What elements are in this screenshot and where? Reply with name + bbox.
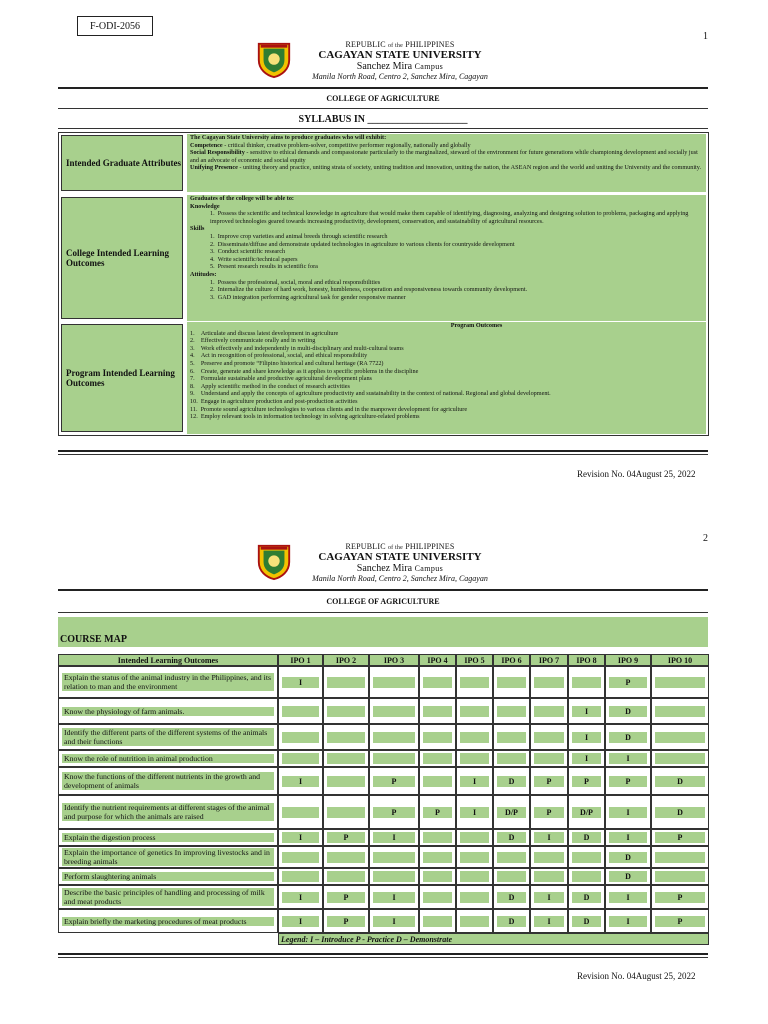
mapping-value xyxy=(460,677,489,688)
mapping-cell xyxy=(456,829,493,846)
mapping-cell xyxy=(456,885,493,909)
mapping-cell xyxy=(530,724,568,750)
mapping-cell xyxy=(493,909,530,933)
mapping-cell xyxy=(419,846,456,868)
mapping-cell xyxy=(369,846,419,868)
mapping-cell xyxy=(369,767,419,795)
outcome-cell xyxy=(58,829,278,846)
mapping-value: D xyxy=(497,916,526,927)
outcome-text: Perform slaughtering animals xyxy=(62,872,274,881)
university-name: CAGAYAN STATE UNIVERSITY xyxy=(318,49,482,61)
mapping-value xyxy=(655,677,705,688)
mapping-value: I xyxy=(282,677,319,688)
mapping-cell xyxy=(369,666,419,698)
mapping-cell xyxy=(456,750,493,767)
mapping-cell xyxy=(456,846,493,868)
pilo-content: Program Outcomes 1. Articulate and discuss latest development in agriculture 2. Effectively communicate orally and in writing 3. Work effectively and independently in multi-disciplinary and multi-cultural teams 4. Act in recognition of professional, social, and ethical responsibility 5. Preserve and promote “Filipino historical and cultural heritage (RA 7722) 6. Create, generate and share knowledge as it applies to specific problems in the discipline 7. Formulate sustainable and productive agricultural development plans 8. Apply scientific method in the conduct of research activities 9. Understand and apply the concepts of agriculture productivity and sustainability in the context of national. Regional and global development. 10. Engage in agriculture production and post-production activities 11. Promote sound agriculture technologies to various clients and in the manpower development for agriculture 12. Employ relevant tools in information technology in solving agriculture-related problems xyxy=(187,322,706,434)
revision-number: Revision No. 04August 25, 2022 xyxy=(577,971,696,981)
table-row xyxy=(58,909,709,933)
mapping-value xyxy=(460,916,489,927)
mapping-value xyxy=(497,871,526,882)
mapping-value: D xyxy=(609,852,647,863)
mapping-value: D xyxy=(497,776,526,787)
outcome-cell xyxy=(58,750,278,767)
mapping-value xyxy=(327,871,365,882)
mapping-cell xyxy=(651,767,709,795)
outcome-cell xyxy=(58,846,278,868)
divider xyxy=(58,454,708,455)
table-row xyxy=(58,698,709,724)
course-map-header-row xyxy=(58,654,709,666)
mapping-value: D xyxy=(572,832,601,843)
mapping-cell xyxy=(530,767,568,795)
mapping-cell xyxy=(530,868,568,885)
mapping-cell xyxy=(278,698,323,724)
mapping-value xyxy=(327,732,365,743)
mapping-cell xyxy=(278,829,323,846)
table-row xyxy=(58,724,709,750)
divider xyxy=(58,589,708,591)
mapping-value xyxy=(282,852,319,863)
mapping-cell xyxy=(419,868,456,885)
mapping-value xyxy=(497,732,526,743)
outcome-cell xyxy=(58,909,278,933)
mapping-cell xyxy=(493,698,530,724)
mapping-value xyxy=(282,871,319,882)
mapping-value: I xyxy=(373,892,415,903)
table-row xyxy=(58,829,709,846)
mapping-value xyxy=(373,706,415,717)
university-header: REPUBLIC of the PHILIPPINES CAGAYAN STATE UNIVERSITY Sanchez Mira Campus Manila North Road, Centro 2, Sanchez Mira, Cagayan xyxy=(250,40,550,81)
mapping-cell xyxy=(369,885,419,909)
mapping-value xyxy=(460,871,489,882)
mapping-cell xyxy=(605,750,651,767)
course-map-title: COURSE MAP xyxy=(58,617,708,647)
mapping-value: P xyxy=(327,892,365,903)
mapping-value: I xyxy=(534,832,564,843)
mapping-cell xyxy=(605,829,651,846)
mapping-cell xyxy=(651,698,709,724)
divider xyxy=(58,87,708,89)
mapping-value xyxy=(373,732,415,743)
table-row xyxy=(58,868,709,885)
mapping-value: I xyxy=(534,916,564,927)
mapping-cell xyxy=(456,724,493,750)
mapping-cell xyxy=(493,724,530,750)
mapping-value: I xyxy=(609,916,647,927)
mapping-cell xyxy=(651,829,709,846)
mapping-cell xyxy=(530,885,568,909)
mapping-cell xyxy=(323,909,369,933)
mapping-cell xyxy=(278,767,323,795)
mapping-value: P xyxy=(423,807,452,818)
mapping-cell xyxy=(605,698,651,724)
mapping-value: P xyxy=(373,776,415,787)
divider xyxy=(58,108,708,109)
mapping-value xyxy=(282,753,319,764)
mapping-value xyxy=(373,677,415,688)
divider xyxy=(58,953,708,955)
mapping-cell xyxy=(651,750,709,767)
mapping-cell xyxy=(278,846,323,868)
mapping-cell xyxy=(419,750,456,767)
mapping-cell xyxy=(278,795,323,829)
mapping-cell xyxy=(530,666,568,698)
mapping-value: D xyxy=(572,892,601,903)
mapping-cell xyxy=(605,767,651,795)
mapping-cell xyxy=(456,909,493,933)
mapping-value xyxy=(460,732,489,743)
mapping-cell xyxy=(568,750,605,767)
mapping-value: I xyxy=(572,732,601,743)
outcome-text: Explain the status of the animal industry in the Philippines, and its relation to man and the environment xyxy=(62,673,274,691)
column-header: IPO 5 xyxy=(456,654,493,666)
mapping-cell xyxy=(568,829,605,846)
outcome-text: Explain the importance of genetics In improving livestocks and in breeding animals xyxy=(62,848,274,866)
mapping-value xyxy=(460,892,489,903)
mapping-cell xyxy=(369,909,419,933)
outcome-cell xyxy=(58,767,278,795)
mapping-value xyxy=(655,732,705,743)
column-header: IPO 10 xyxy=(651,654,709,666)
mapping-cell xyxy=(568,909,605,933)
iga-content: The Cagayan State University aims to produce graduates who will exhibit: Competence - critical thinker, creative problem-solver, competitive performer regionally, nationally and globally Social Responsibility - sensitive to ethical demands and compassionate particularly to the marginalized, steward of the environment for future generations while championing development and socially just and an advocate of economic and social equity Unifying Presence - uniting theory and practice, uniting strata of society, uniting tradition and innovation, uniting the nation, the ASEAN region and the world and uniting the University and the community. xyxy=(187,134,706,192)
mapping-value: I xyxy=(282,916,319,927)
table-row xyxy=(58,666,709,698)
mapping-value xyxy=(282,706,319,717)
revision-number: Revision No. 04August 25, 2022 xyxy=(577,469,696,479)
mapping-cell xyxy=(651,846,709,868)
outcome-cell xyxy=(58,885,278,909)
mapping-cell xyxy=(369,698,419,724)
mapping-cell xyxy=(651,885,709,909)
mapping-value xyxy=(423,677,452,688)
mapping-value: P xyxy=(534,776,564,787)
outcome-text: Describe the basic principles of handling and processing of milk and meat products xyxy=(62,888,274,906)
mapping-cell xyxy=(369,724,419,750)
mapping-cell xyxy=(530,698,568,724)
campus-address: Manila North Road, Centro 2, Sanchez Mira, Cagayan xyxy=(312,574,488,583)
mapping-value xyxy=(460,706,489,717)
mapping-cell xyxy=(369,795,419,829)
mapping-value xyxy=(373,753,415,764)
mapping-cell xyxy=(456,767,493,795)
outcome-text: Explain the digestion process xyxy=(62,833,274,842)
mapping-cell xyxy=(493,750,530,767)
mapping-value xyxy=(423,706,452,717)
course-map-table xyxy=(58,654,709,945)
outcome-text: Identify the different parts of the different systems of the animals and their functions xyxy=(62,728,274,746)
mapping-cell xyxy=(323,750,369,767)
mapping-cell xyxy=(651,795,709,829)
mapping-value xyxy=(423,892,452,903)
mapping-value xyxy=(655,706,705,717)
mapping-value: D xyxy=(609,706,647,717)
mapping-value: D/P xyxy=(572,807,601,818)
outcome-text: Know the functions of the different nutrients in the growth and development of animals xyxy=(62,772,274,790)
syllabus-title: SYLLABUS IN ____________________ xyxy=(298,114,468,125)
mapping-cell xyxy=(605,795,651,829)
mapping-cell xyxy=(323,885,369,909)
mapping-cell xyxy=(568,846,605,868)
table-row xyxy=(58,846,709,868)
mapping-value: P xyxy=(655,892,705,903)
university-name: CAGAYAN STATE UNIVERSITY xyxy=(318,551,482,563)
mapping-cell xyxy=(530,846,568,868)
mapping-cell xyxy=(323,724,369,750)
mapping-value: I xyxy=(609,892,647,903)
mapping-cell xyxy=(419,795,456,829)
mapping-value xyxy=(655,753,705,764)
page-number: 2 xyxy=(703,533,708,544)
mapping-cell xyxy=(419,698,456,724)
mapping-value: P xyxy=(655,832,705,843)
mapping-value: I xyxy=(609,832,647,843)
mapping-value: I xyxy=(373,916,415,927)
outcome-cell xyxy=(58,795,278,829)
mapping-value: P xyxy=(373,807,415,818)
mapping-value xyxy=(534,732,564,743)
mapping-cell xyxy=(278,909,323,933)
mapping-value: P xyxy=(327,916,365,927)
mapping-cell xyxy=(493,666,530,698)
mapping-value: I xyxy=(282,892,319,903)
mapping-cell xyxy=(568,868,605,885)
mapping-value xyxy=(327,706,365,717)
mapping-cell xyxy=(493,868,530,885)
mapping-value: D xyxy=(655,807,705,818)
mapping-value xyxy=(327,807,365,818)
mapping-cell xyxy=(493,885,530,909)
mapping-cell xyxy=(419,829,456,846)
mapping-cell xyxy=(530,829,568,846)
pilo-label: Program Intended Learning Outcomes xyxy=(61,324,183,432)
mapping-value xyxy=(534,753,564,764)
mapping-cell xyxy=(323,666,369,698)
column-header: IPO 8 xyxy=(568,654,605,666)
mapping-cell xyxy=(456,698,493,724)
mapping-value: P xyxy=(609,677,647,688)
mapping-value: D xyxy=(609,871,647,882)
form-code: F-ODI-2056 xyxy=(77,16,153,36)
mapping-cell xyxy=(651,868,709,885)
mapping-value xyxy=(460,852,489,863)
column-header: IPO 7 xyxy=(530,654,568,666)
table-row xyxy=(58,767,709,795)
mapping-value xyxy=(655,871,705,882)
mapping-cell xyxy=(568,795,605,829)
outcome-cell xyxy=(58,666,278,698)
mapping-cell xyxy=(605,885,651,909)
mapping-value: I xyxy=(534,892,564,903)
mapping-cell xyxy=(605,724,651,750)
mapping-cell xyxy=(493,795,530,829)
mapping-cell xyxy=(323,846,369,868)
column-header: IPO 1 xyxy=(278,654,323,666)
column-header: Intended Learning Outcomes xyxy=(58,654,278,666)
divider xyxy=(58,612,708,613)
mapping-cell xyxy=(651,909,709,933)
mapping-cell xyxy=(568,698,605,724)
mapping-value xyxy=(327,753,365,764)
mapping-value: D xyxy=(497,892,526,903)
divider xyxy=(58,128,708,129)
mapping-cell xyxy=(493,846,530,868)
outcome-cell xyxy=(58,868,278,885)
mapping-value: I xyxy=(460,776,489,787)
mapping-cell xyxy=(493,829,530,846)
mapping-value xyxy=(534,871,564,882)
mapping-value xyxy=(497,753,526,764)
mapping-value: I xyxy=(373,832,415,843)
outcome-text: Explain briefly the marketing procedures of meat products xyxy=(62,917,274,926)
mapping-value xyxy=(534,706,564,717)
mapping-value: P xyxy=(609,776,647,787)
mapping-value: D xyxy=(572,916,601,927)
divider xyxy=(58,450,708,452)
mapping-value xyxy=(282,732,319,743)
mapping-value: P xyxy=(327,832,365,843)
mapping-value: D xyxy=(609,732,647,743)
cilo-content: Graduates of the college will be able to: Knowledge 1. Possess the scientific and technical knowledge in agriculture that would make them capable of identifying, diagnosing, analyzing and designing solution to problems, packaging and applying improved technologies geared towards increasing productivity, development, conservation, and sustainability of agricultural resources. Skills 1. Improve crop varieties and animal breeds through scientific research 2. Disseminate/diffuse and demonstrate updated technologies in agriculture to various clients for countryside development 3. Conduct scientific research 4. Write scientific/technical papers 5. Present research results in scientific fora Attitudes: 1. Possess the professional, social, moral and ethical responsibilities 2. Internalize the culture of hard work, honesty, humbleness, cooperation and responsiveness towards community development. 3. GAD integration performing agricultural task for gender responsive manner xyxy=(187,195,706,321)
mapping-value: I xyxy=(460,807,489,818)
mapping-cell xyxy=(456,868,493,885)
mapping-cell xyxy=(419,885,456,909)
mapping-cell xyxy=(605,666,651,698)
mapping-cell xyxy=(278,724,323,750)
column-header: IPO 6 xyxy=(493,654,530,666)
mapping-cell xyxy=(605,846,651,868)
mapping-cell xyxy=(419,767,456,795)
page-number: 1 xyxy=(703,31,708,42)
mapping-cell xyxy=(493,767,530,795)
mapping-cell xyxy=(369,829,419,846)
mapping-value: P xyxy=(572,776,601,787)
mapping-cell xyxy=(605,909,651,933)
college-name: COLLEGE OF AGRICULTURE xyxy=(326,94,440,103)
mapping-value xyxy=(572,871,601,882)
mapping-value xyxy=(497,677,526,688)
table-row xyxy=(58,885,709,909)
table-row xyxy=(58,795,709,829)
mapping-cell xyxy=(369,750,419,767)
mapping-value xyxy=(373,871,415,882)
mapping-value xyxy=(327,776,365,787)
mapping-cell xyxy=(530,909,568,933)
mapping-value: P xyxy=(534,807,564,818)
mapping-value xyxy=(423,916,452,927)
mapping-value xyxy=(460,832,489,843)
university-header: REPUBLIC of the PHILIPPINES CAGAYAN STATE UNIVERSITY Sanchez Mira Campus Manila North Road, Centro 2, Sanchez Mira, Cagayan xyxy=(250,542,550,583)
mapping-value: D xyxy=(497,832,526,843)
mapping-value: I xyxy=(609,753,647,764)
mapping-cell xyxy=(651,666,709,698)
mapping-cell xyxy=(530,795,568,829)
legend: Legend: I – Introduce P - Practice D – Demonstrate xyxy=(278,933,709,945)
mapping-cell xyxy=(651,724,709,750)
divider xyxy=(58,957,708,958)
mapping-cell xyxy=(605,868,651,885)
mapping-value: D xyxy=(655,776,705,787)
mapping-cell xyxy=(323,795,369,829)
mapping-cell xyxy=(419,666,456,698)
mapping-value xyxy=(655,852,705,863)
mapping-value: I xyxy=(282,776,319,787)
mapping-cell xyxy=(323,829,369,846)
mapping-cell xyxy=(530,750,568,767)
mapping-cell xyxy=(369,868,419,885)
column-header: IPO 4 xyxy=(419,654,456,666)
mapping-value: I xyxy=(282,832,319,843)
mapping-value xyxy=(423,832,452,843)
mapping-value xyxy=(423,871,452,882)
college-name: COLLEGE OF AGRICULTURE xyxy=(326,597,440,606)
mapping-cell xyxy=(278,885,323,909)
mapping-cell xyxy=(568,885,605,909)
mapping-cell xyxy=(419,724,456,750)
mapping-value xyxy=(497,852,526,863)
column-header: IPO 9 xyxy=(605,654,651,666)
mapping-value: P xyxy=(655,916,705,927)
campus-address: Manila North Road, Centro 2, Sanchez Mira, Cagayan xyxy=(312,72,488,81)
mapping-cell xyxy=(456,666,493,698)
outcome-text: Identify the nutrient requirements at different stages of the animal and purpose for which the animals are raised xyxy=(62,803,274,821)
outcome-cell xyxy=(58,698,278,724)
mapping-value xyxy=(572,852,601,863)
mapping-cell xyxy=(568,767,605,795)
mapping-value xyxy=(572,677,601,688)
mapping-cell xyxy=(323,698,369,724)
mapping-value: I xyxy=(609,807,647,818)
mapping-value xyxy=(373,852,415,863)
mapping-value xyxy=(423,776,452,787)
mapping-cell xyxy=(323,868,369,885)
mapping-value: D/P xyxy=(497,807,526,818)
mapping-value xyxy=(423,732,452,743)
outcome-cell xyxy=(58,724,278,750)
mapping-cell xyxy=(568,666,605,698)
mapping-cell xyxy=(419,909,456,933)
mapping-value xyxy=(423,852,452,863)
mapping-cell xyxy=(278,868,323,885)
mapping-cell xyxy=(278,666,323,698)
mapping-cell xyxy=(278,750,323,767)
mapping-cell xyxy=(568,724,605,750)
mapping-value xyxy=(460,753,489,764)
table-row xyxy=(58,750,709,767)
column-header: IPO 2 xyxy=(323,654,369,666)
mapping-cell xyxy=(456,795,493,829)
outcome-text: Know the role of nutrition in animal production xyxy=(62,754,274,763)
mapping-value xyxy=(534,852,564,863)
mapping-value xyxy=(497,706,526,717)
mapping-value: I xyxy=(572,753,601,764)
mapping-value: I xyxy=(572,706,601,717)
column-header: IPO 3 xyxy=(369,654,419,666)
outcome-text: Know the physiology of farm animals. xyxy=(62,707,274,716)
mapping-value xyxy=(327,677,365,688)
mapping-value xyxy=(423,753,452,764)
mapping-value xyxy=(327,852,365,863)
mapping-value xyxy=(282,807,319,818)
iga-label: Intended Graduate Attributes xyxy=(61,135,183,191)
cilo-label: College Intended Learning Outcomes xyxy=(61,197,183,319)
mapping-value xyxy=(534,677,564,688)
mapping-cell xyxy=(323,767,369,795)
